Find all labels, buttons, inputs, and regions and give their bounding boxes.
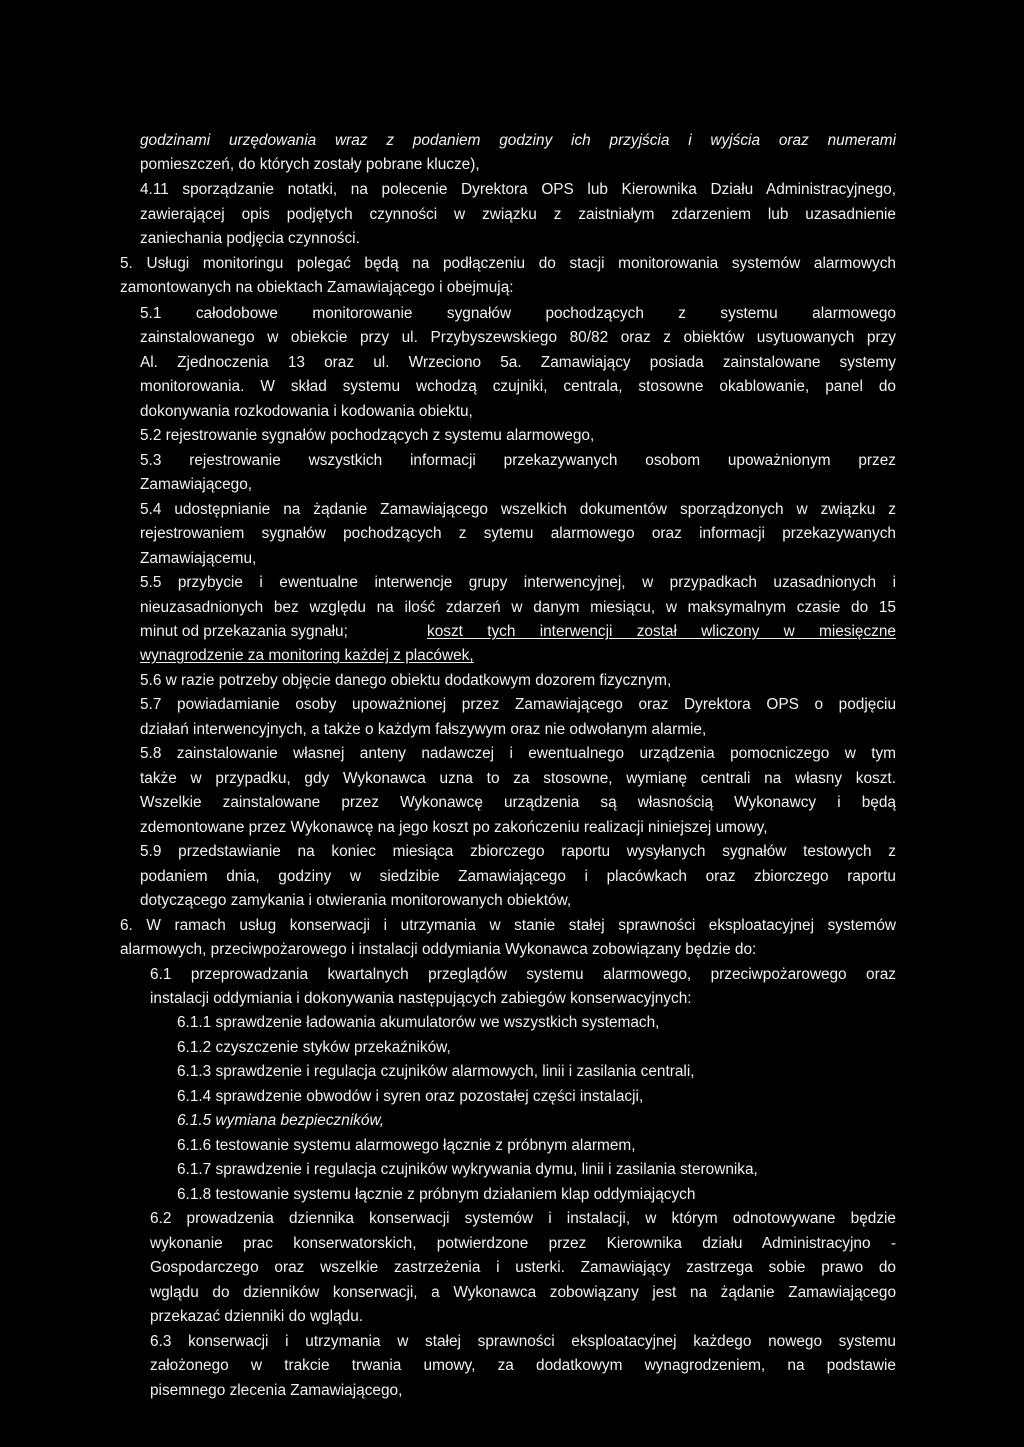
- text-line: Gospodarczego oraz wszelkie zastrzeżenia i usterki. Zamawiający zastrzega sobie prawo do: [150, 1259, 896, 1276]
- text-line: 5. Usługi monitoringu polegać będą na podłączeniu do stacji monitorowania systemów alarmowych: [120, 255, 896, 272]
- text-line: pisemnego zlecenia Zamawiającego,: [150, 1382, 403, 1399]
- list-item: 6.1.7 sprawdzenie i regulacja czujników wykrywania dymu, linii i zasilania sterownika,: [177, 1161, 758, 1178]
- text-line: 5.1 całodobowe monitorowanie sygnałów pochodzących z systemu alarmowego: [140, 305, 896, 322]
- text-line: przekazać dzienniki do wglądu.: [150, 1308, 364, 1325]
- text-line: monitorowania. W skład systemu wchodzą czujniki, centrala, stosowne okablowanie, panel do: [140, 378, 896, 395]
- text-line: zaniechania podjęcia czynności.: [140, 230, 360, 247]
- text-line: 6.2 prowadzenia dziennika konserwacji systemów i instalacji, w którym odnotowywane będzie: [150, 1210, 896, 1227]
- text-line: podaniem dnia, godziny w siedzibie Zamawiającego i placówkach oraz zbiorczego raportu: [140, 868, 896, 885]
- text-line: pomieszczeń, do których zostały pobrane klucze),: [140, 156, 480, 173]
- underlined-text: wynagrodzenie za monitoring każdej z placówek,: [140, 647, 474, 664]
- list-item: 6.1.6 testowanie systemu alarmowego łącznie z próbnym alarmem,: [177, 1137, 636, 1154]
- text-line: Zamawiającego,: [140, 476, 253, 493]
- text-line: 5.2 rejestrowanie sygnałów pochodzących z systemu alarmowego,: [140, 427, 595, 444]
- list-item: 6.1.3 sprawdzenie i regulacja czujników alarmowych, linii i zasilania centrali,: [177, 1063, 695, 1080]
- text-line: Zamawiającemu,: [140, 550, 257, 567]
- list-item: 6.1.1 sprawdzenie ładowania akumulatorów we wszystkich systemach,: [177, 1014, 660, 1031]
- text-line: Wszelkie zainstalowane przez Wykonawcę urządzenia są własnością Wykonawcy i będą: [140, 794, 896, 811]
- text-line: zamontowanych na obiektach Zamawiającego i obejmują:: [120, 279, 514, 296]
- text-line: założonego w trakcie trwania umowy, za dodatkowym wynagrodzeniem, na podstawie: [150, 1357, 896, 1374]
- text-line: wglądu do dzienników konserwacji, a Wykonawca zobowiązany jest na żądanie Zamawiającego: [150, 1284, 896, 1301]
- text-line: 4.11 sporządzanie notatki, na polecenie Dyrektora OPS lub Kierownika Działu Administracyjnego,: [140, 181, 896, 198]
- list-item: 6.1.4 sprawdzenie obwodów i syren oraz pozostałej części instalacji,: [177, 1088, 644, 1105]
- underlined-text: koszt tych interwencji został wliczony w miesięczne: [427, 623, 896, 640]
- text-line: nieuzasadnionych bez względu na ilość zdarzeń w danym miesiącu, w maksymalnym czasie do 15: [140, 599, 896, 616]
- text-line: zainstalowanego w obiekcie przy ul. Przybyszewskiego 80/82 oraz z obiektów usytuowanych przy: [140, 329, 896, 346]
- text-line: zawierającej opis podjętych czynności w związku z zaistniałym zdarzeniem lub uzasadnienie: [140, 206, 896, 223]
- text-line: zdemontowane przez Wykonawcę na jego koszt po zakończeniu realizacji niniejszej umowy,: [140, 819, 768, 836]
- text-line: 6.3 konserwacji i utrzymania w stałej sprawności eksploatacyjnej każdego nowego systemu: [150, 1333, 896, 1350]
- text-line: 5.8 zainstalowanie własnej anteny nadawczej i ewentualnego urządzenia pomocniczego w tym: [140, 745, 896, 762]
- text-line: 6.1 przeprowadzania kwartalnych przeglądów systemu alarmowego, przeciwpożarowego oraz: [150, 966, 896, 983]
- text-line: [140, 622, 896, 642]
- text-line: 5.9 przedstawianie na koniec miesiąca zbiorczego raportu wysyłanych sygnałów testowych z: [140, 843, 896, 860]
- text-line: rejestrowaniem sygnałów pochodzących z sytemu alarmowego oraz informacji przekazywanych: [140, 525, 896, 542]
- text-line: wykonanie prac konserwatorskich, potwierdzone przez Kierownika działu Administracyjno -: [150, 1235, 896, 1252]
- list-item: 6.1.2 czyszczenie styków przekaźników,: [177, 1039, 451, 1056]
- text-line: dokonywania rozkodowania i kodowania obiektu,: [140, 403, 473, 420]
- text-line: działań interwencyjnych, a także o każdym fałszywym oraz nie odwołanym alarmie,: [140, 721, 707, 738]
- text-line: 5.3 rejestrowanie wszystkich informacji przekazywanych osobom upoważnionym przez: [140, 452, 896, 469]
- text-line: dotyczącego zamykania i otwierania monitorowanych obiektów,: [140, 892, 572, 909]
- list-item: 6.1.5 wymiana bezpieczników,: [177, 1112, 385, 1129]
- text-line: 5.4 udostępnianie na żądanie Zamawiającego wszelkich dokumentów sporządzonych w związku z: [140, 501, 896, 518]
- text-line: godzinami urzędowania wraz z podaniem godziny ich przyjścia i wyjścia oraz numerami: [140, 132, 896, 149]
- text-line: instalacji oddymiania i dokonywania następujących zabiegów konserwacyjnych:: [150, 990, 692, 1007]
- text-line: Al. Zjednoczenia 13 oraz ul. Wrzeciono 5a. Zamawiający posiada zainstalowane systemy: [140, 354, 896, 371]
- text-line: 5.6 w razie potrzeby objęcie danego obiektu dodatkowym dozorem fizycznym,: [140, 672, 672, 689]
- text-line: 5.5 przybycie i ewentualne interwencje grupy interwencyjnej, w przypadkach uzasadnionych i: [140, 574, 896, 591]
- list-item: 6.1.8 testowanie systemu łącznie z próbnym działaniem klap oddymiających: [177, 1186, 696, 1203]
- text-line: 6. W ramach usług konserwacji i utrzymania w stanie stałej sprawności eksploatacyjnej systemów: [120, 917, 896, 934]
- text-line: alarmowych, przeciwpożarowego i instalacji oddymiania Wykonawca zobowiązany będzie do:: [120, 941, 757, 958]
- text-segment: minut od przekazania sygnału;: [140, 623, 348, 640]
- text-line: 5.7 powiadamianie osoby upoważnionej przez Zamawiającego oraz Dyrektora OPS o podjęciu: [140, 696, 896, 713]
- text-line: także w przypadku, gdy Wykonawca uzna to za stosowne, wymianę centrali na własny koszt.: [140, 770, 896, 787]
